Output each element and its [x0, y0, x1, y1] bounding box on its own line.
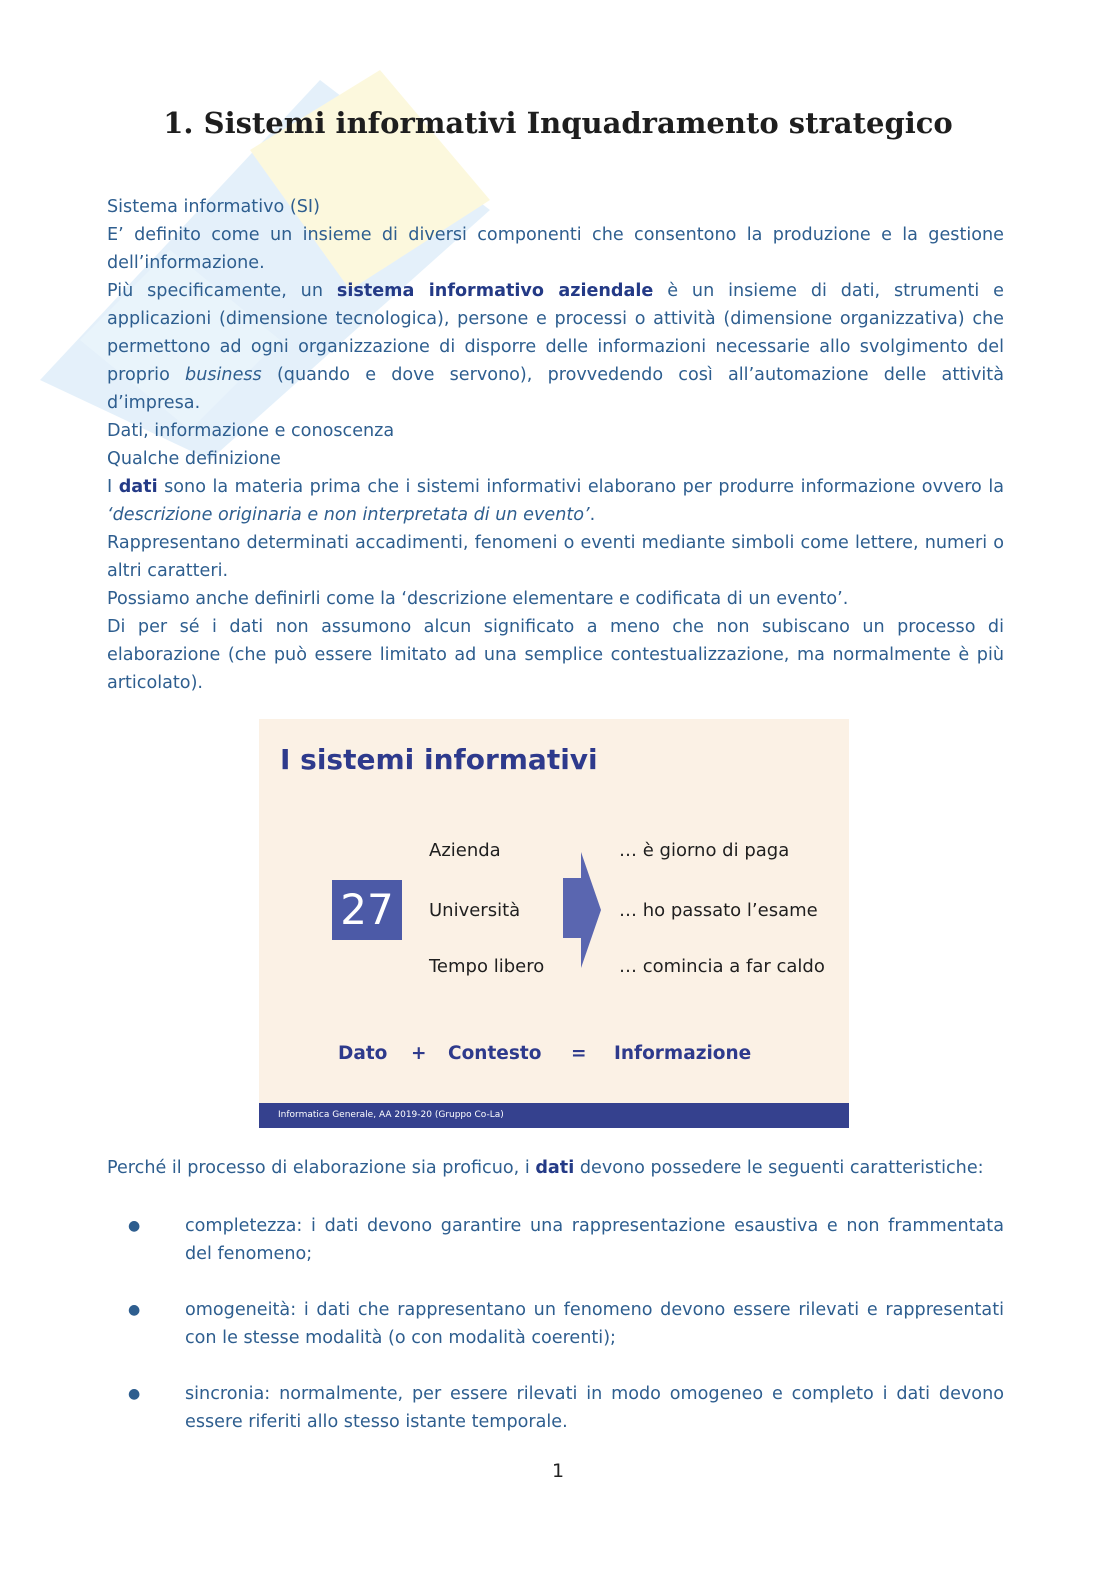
date-number-box: 27 [332, 880, 402, 940]
equation-dato: Dato [338, 1043, 388, 1064]
result-universita: … ho passato l’esame [619, 900, 818, 921]
context-tempo-libero: Tempo libero [429, 956, 545, 977]
bullet-icon: ● [128, 1218, 141, 1234]
equation-contesto: Contesto [448, 1043, 542, 1064]
equation-equals: = [571, 1043, 587, 1064]
term-sistema-informativo-aziendale: sistema informativo aziendale [336, 281, 654, 301]
page-title: 1. Sistemi informativi Inquadramento strategico [163, 106, 953, 140]
list-item: ● omogeneità: i dati che rappresentano un fenomeno devono essere rilevati e rappresentati con le stesse modalità (o con modalità coerenti); [107, 1296, 1004, 1352]
slide-footer: Informatica Generale, AA 2019-20 (Gruppo Co-La) [259, 1103, 849, 1128]
term-dati: dati [118, 477, 158, 497]
equation-informazione: Informazione [614, 1043, 752, 1064]
list-item: ● sincronia: normalmente, per essere rilevati in modo omogeneo e completo i dati devono essere riferiti allo stesso istante temporale. [107, 1380, 1004, 1436]
result-azienda: … è giorno di paga [619, 840, 790, 861]
paragraph-si-aziendale: Più specificamente, un sistema informativo aziendale è un insieme di dati, strumenti e applicazioni (dimensione tecnologica), persone e processi o attività (dimensione organizzativa) che permettono ad ogni organizzazione di disporre delle informazioni necessarie allo svolgimento del proprio business (quando e dove servono), provvedendo così all’automazione delle attività d’impresa. [107, 281, 1004, 413]
context-universita: Università [429, 900, 521, 921]
right-arrow-icon [559, 852, 603, 968]
intro-text [107, 193, 1004, 697]
slide-image [259, 719, 849, 1128]
paragraph-caratteristiche: Perché il processo di elaborazione sia proficuo, i dati devono possedere le seguenti caratteristiche: [107, 1158, 984, 1178]
paragraph-subheading: Qualche definizione [107, 449, 281, 469]
paragraph-definition: E’ definito come un insieme di diversi componenti che consentono la produzione e la gestione dell’informazione. [107, 225, 1004, 273]
paragraph-definirli: Possiamo anche definirli come la ‘descrizione elementare e codificata di un evento’. [107, 589, 849, 609]
characteristics-list [107, 1212, 1004, 1464]
paragraph-elaborazione: Di per sé i dati non assumono alcun significato a meno che non subiscano un processo di elaborazione (che può essere limitato ad una semplice contestualizzazione, ma normalmente è più articolato). [107, 617, 1004, 693]
paragraph-si-heading: Sistema informativo (SI) [107, 197, 320, 217]
list-item: ● completezza: i dati devono garantire una rappresentazione esaustiva e non frammentata del fenomeno; [107, 1212, 1004, 1268]
slide-title: I sistemi informativi [280, 743, 598, 776]
paragraph-section-heading: Dati, informazione e conoscenza [107, 421, 395, 441]
result-tempo-libero: … comincia a far caldo [619, 956, 825, 977]
paragraph-dati: I dati sono la materia prima che i sistemi informativi elaborano per produrre informazione ovvero la ‘descrizione originaria e non interpretata di un evento’. [107, 477, 1004, 525]
paragraph-rappresentano: Rappresentano determinati accadimenti, fenomeni o eventi mediante simboli come lettere, numeri o altri caratteri. [107, 533, 1004, 581]
bullet-icon: ● [128, 1386, 141, 1402]
equation-plus: + [411, 1043, 427, 1064]
context-azienda: Azienda [429, 840, 501, 861]
term-dati-2: dati [535, 1158, 575, 1178]
bullet-icon: ● [128, 1302, 141, 1318]
page-number: 1 [551, 1460, 565, 1482]
